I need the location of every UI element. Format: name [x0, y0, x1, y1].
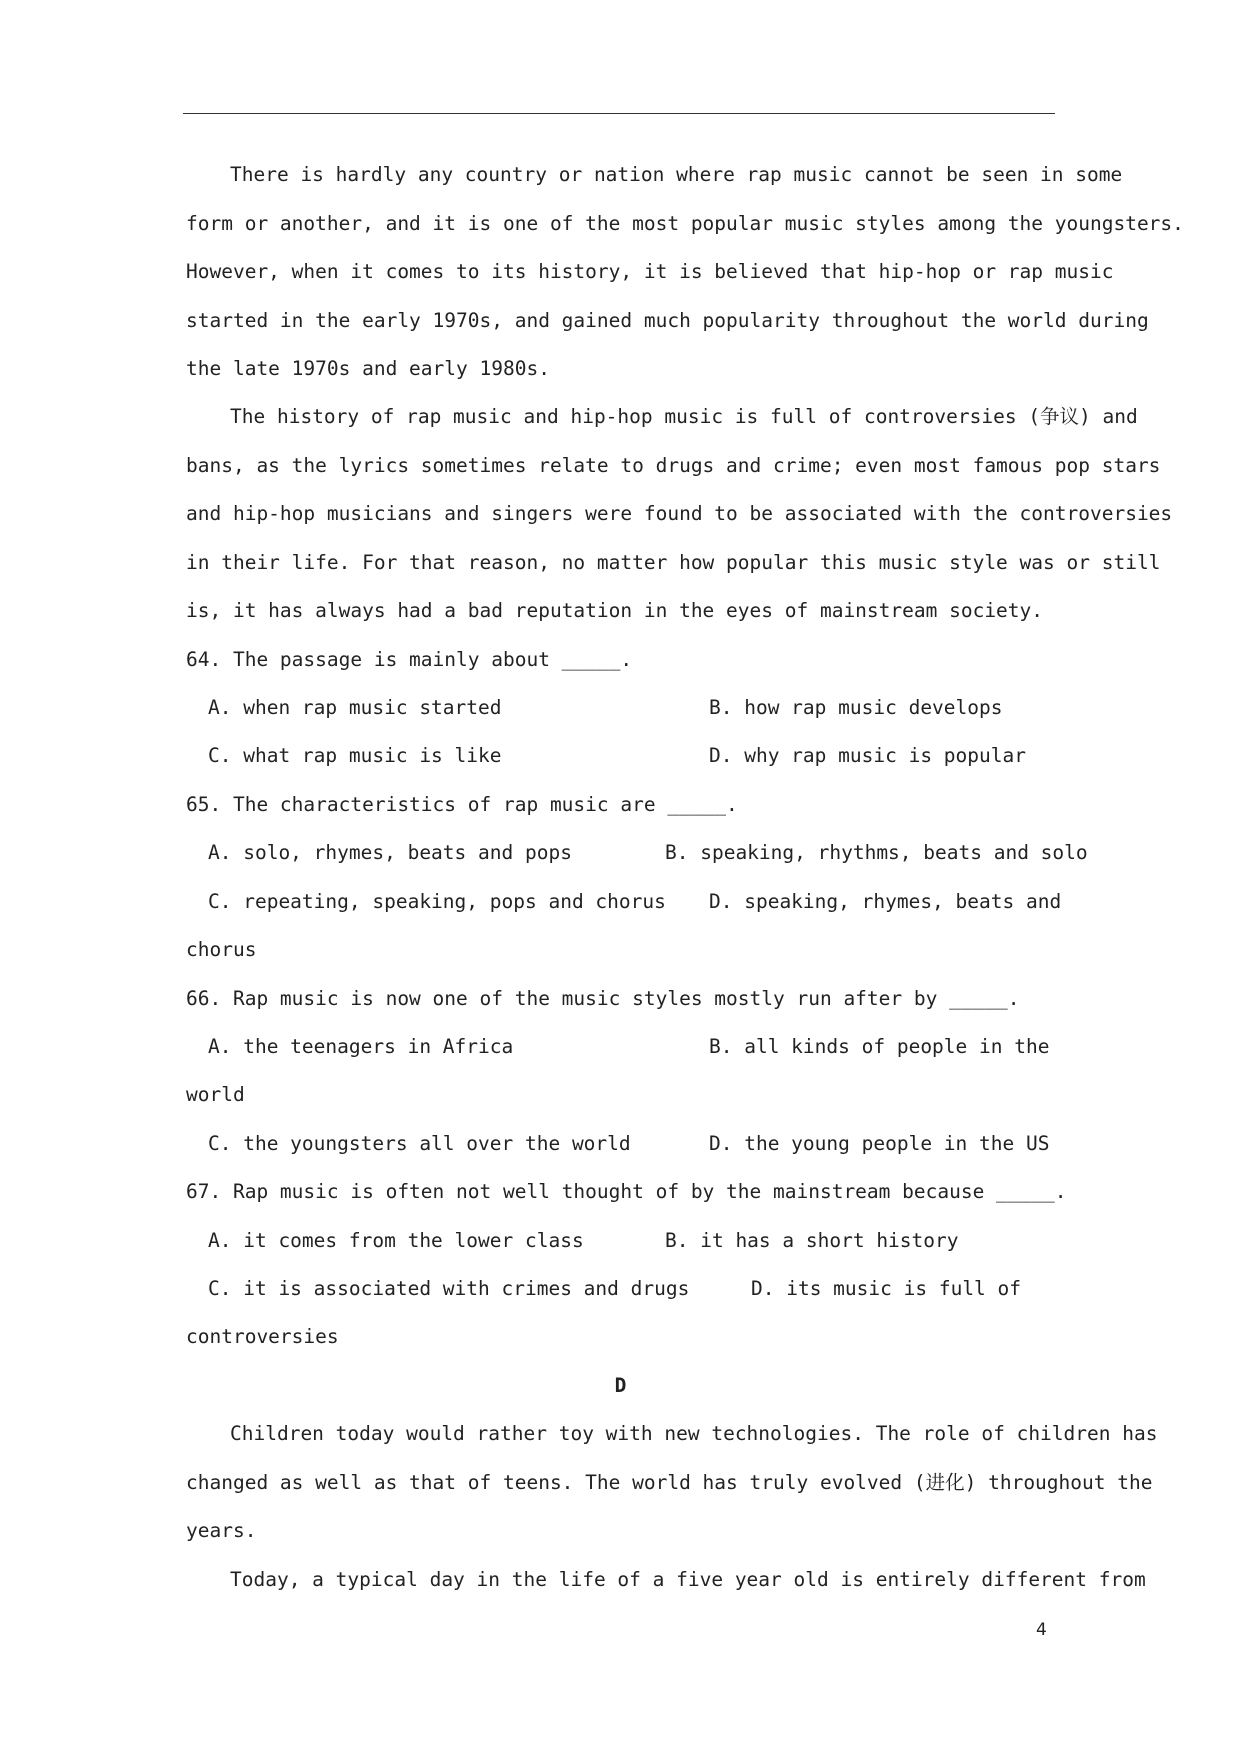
passage-c-p2-line2: bans, as the lyrics sometimes relate to drugs and crime; even most famous pop stars: [186, 454, 1161, 477]
passage-c-p2-line1: The history of rap music and hip-hop music is full of controversies (争议) and: [230, 405, 1138, 428]
question-64-option-a: A. when rap music started: [208, 696, 502, 719]
question-66-stem: 66. Rap music is now one of the music styles mostly run after by _____.: [186, 987, 1020, 1010]
question-65-option-a: A. solo, rhymes, beats and pops: [208, 841, 572, 864]
header-rule: [183, 113, 1055, 114]
question-64-option-d: D. why rap music is popular: [709, 744, 1026, 767]
question-67-stem: 67. Rap music is often not well thought of by the mainstream because _____.: [186, 1180, 1067, 1203]
passage-c-p1-line5: the late 1970s and early 1980s.: [186, 357, 550, 380]
section-d-p1-line3: years.: [186, 1519, 257, 1542]
question-67-option-c: C. it is associated with crimes and drugs: [208, 1277, 690, 1300]
section-d-p1-line1: Children today would rather toy with new technologies. The role of children has: [230, 1422, 1158, 1445]
question-67-option-a: A. it comes from the lower class: [208, 1229, 584, 1252]
section-d-heading: D: [614, 1374, 627, 1397]
passage-c-p2-line3: and hip-hop musicians and singers were found to be associated with the controversies: [186, 502, 1173, 525]
question-66-option-b: B. all kinds of people in the: [709, 1035, 1050, 1058]
question-66-option-b-cont: world: [186, 1083, 245, 1106]
question-67-option-b: B. it has a short history: [665, 1229, 959, 1252]
question-65-stem: 65. The characteristics of rap music are _____.: [186, 793, 738, 816]
passage-c-p1-line1: There is hardly any country or nation where rap music cannot be seen in some: [230, 163, 1123, 186]
question-66-option-d: D. the young people in the US: [709, 1132, 1050, 1155]
page-number: 4: [1036, 1620, 1047, 1640]
question-64-option-b: B. how rap music develops: [709, 696, 1003, 719]
passage-c-p1-line2: form or another, and it is one of the most popular music styles among the youngsters.: [186, 212, 1184, 235]
passage-c-p1-line3: However, when it comes to its history, it is believed that hip-hop or rap music: [186, 260, 1114, 283]
section-d-p1-line2: changed as well as that of teens. The world has truly evolved (进化) throughout the: [186, 1471, 1153, 1494]
question-64-stem: 64. The passage is mainly about _____.: [186, 648, 633, 671]
question-65-option-d: D. speaking, rhymes, beats and: [709, 890, 1062, 913]
question-67-option-d: D. its music is full of: [751, 1277, 1022, 1300]
section-d-p2-line1: Today, a typical day in the life of a five year old is entirely different from: [230, 1568, 1146, 1591]
passage-c-p2-line5: is, it has always had a bad reputation in the eyes of mainstream society.: [186, 599, 1044, 622]
question-65-option-c: C. repeating, speaking, pops and chorus: [208, 890, 666, 913]
question-64-option-c: C. what rap music is like: [208, 744, 502, 767]
question-66-option-c: C. the youngsters all over the world: [208, 1132, 631, 1155]
passage-c-p1-line4: started in the early 1970s, and gained much popularity throughout the world during: [186, 309, 1149, 332]
question-65-option-d-cont: chorus: [186, 938, 257, 961]
question-67-option-d-cont: controversies: [186, 1325, 339, 1348]
question-65-option-b: B. speaking, rhythms, beats and solo: [665, 841, 1088, 864]
passage-c-p2-line4: in their life. For that reason, no matter how popular this music style was or still: [186, 551, 1161, 574]
question-66-option-a: A. the teenagers in Africa: [208, 1035, 514, 1058]
